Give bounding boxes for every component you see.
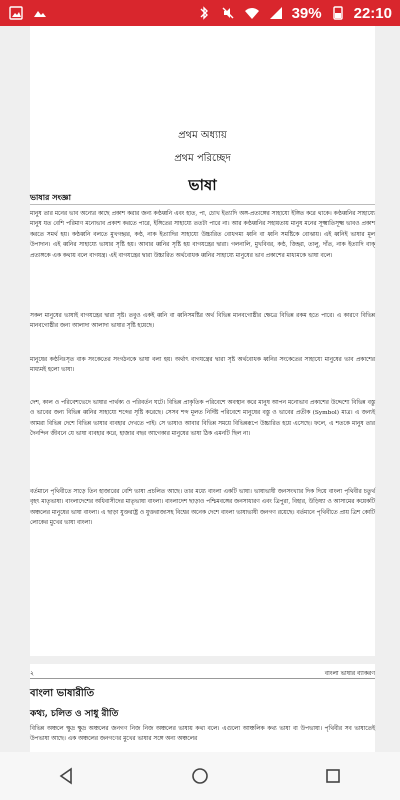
wifi-icon bbox=[244, 5, 260, 21]
recents-icon bbox=[323, 766, 343, 786]
footer-divider bbox=[30, 678, 375, 679]
document-page-2 bbox=[30, 664, 375, 752]
paragraph: বর্তমানে পৃথিবীতে সাড়ে তিন হাজারের বেশি ভাষা প্রচলিত আছে। তার মধ্যে বাংলা একটি ভাষা। ভাষাভাষী জনসংখ্যার দিক দিয়ে বাংলা পৃথিবীর চতুর্থ বৃহৎ মাতৃভাষা। বাংলাদেশের অধিবাসীদের মাতৃভাষা বাংলা। বাংলাদেশ ছাড়াও পশ্চিমবঙ্গের জনসাধারণ এবং ত্রিপুরা, বিহার, উড়িষ্যা ও আসামের কয়েকটি অঞ্চলের মানুষের ভাষা বাংলা। এ ছাড়া যুক্তরাষ্ট্র ও যুক্তরাজ্যসহ বিশ্বের অনেক দেশে বাংলা ভাষাভাষী জনগণ রয়েছে। বর্তমানে পৃথিবীতে প্রায় ত্রিশ কোটি লোকের মুখের ভাষা বাংলা। bbox=[30, 489, 375, 527]
section-divider bbox=[30, 204, 375, 205]
section-number: প্রথম পরিচ্ছেদ bbox=[174, 153, 231, 164]
bluetooth-icon bbox=[196, 5, 212, 21]
navigation-bar bbox=[0, 752, 400, 800]
chapter-header bbox=[30, 128, 375, 199]
home-icon bbox=[190, 766, 210, 786]
back-button[interactable] bbox=[37, 752, 97, 800]
gallery-icon bbox=[8, 5, 24, 21]
paragraph: সকল মানুষের ভাষাই বাগযন্ত্রের দ্বারা সৃষ্ট। তবুও একই ধ্বনি বা ধ্বনিসমষ্টির অর্থ বিভিন্ন মানবগোষ্ঠীর ক্ষেত্রে বিভিন্ন রকম হতে পারে। এ কারণে বিভিন্ন মানবগোষ্ঠীর জন্য আলাদা আলাদা ভাষার সৃষ্টি হয়েছে। bbox=[30, 313, 375, 330]
mute-icon bbox=[220, 5, 236, 21]
paragraph: মানুষের কণ্ঠনিঃসৃত বাক সংকেতের সংগঠনকে ভাষা বলা হয়। অর্থাৎ বাগযন্ত্রের দ্বারা সৃষ্ট অর্থবোধক ধ্বনির সংকেতের সাহায্যে মানুষের ভাব প্রকাশের মাধ্যমই হলো ভাষা। bbox=[30, 357, 375, 374]
page2-paragraph: বিভিন্ন অঞ্চলে ক্ষুদ্র ক্ষুদ্র অঞ্চলের জনগণ নিজ নিজ অঞ্চলের ভাষায় কথা বলে। এগুলো আঞ্চলিক কথ্য ভাষা বা উপভাষা। পৃথিবীর সব ভাষাতেই উপভাষা আছে। এক অঞ্চলের জনগণের মুখের ভাষার সঙ্গে অন্য অঞ্চলের bbox=[30, 726, 375, 742]
page2-title: বাংলা ভাষারীতি bbox=[30, 688, 95, 699]
signal-icon bbox=[268, 5, 284, 21]
page-number: ২ bbox=[30, 670, 34, 677]
clock: 22:10 bbox=[353, 4, 392, 22]
battery-icon bbox=[330, 5, 346, 21]
section-title: ভাষার সংজ্ঞা bbox=[30, 192, 71, 202]
status-right bbox=[196, 5, 392, 22]
home-button[interactable] bbox=[170, 752, 230, 800]
status-left bbox=[8, 5, 48, 21]
battery-percentage: 39% bbox=[291, 4, 322, 22]
status-bar bbox=[0, 0, 400, 26]
paragraph: দেশ, কাল ও পরিবেশভেদে ভাষার পার্থক্য ও পরিবর্তন ঘটে। বিভিন্ন প্রাকৃতিক পরিবেশে অবস্থান করে মানুষ আপন মনোভাব প্রকাশের উদ্দেশ্যে বিভিন্ন বস্তু ও ভাবের জন্য বিভিন্ন ধ্বনির সাহায্যে শব্দের সৃষ্টি করেছে। সেসব শব্দ মূলত নির্দিষ্ট পরিবেশে মানুষের বস্তু ও ভাবের প্রতীক (Symbol) মাত্র। এ জন্যই আমরা বিভিন্ন দেশে বিভিন্ন ভাষার ব্যবহার দেখতে পাই। সে ভাষাও আবার বিভিন্ন সময়ে বিভিন্নরূপে উচ্চারিত হয়ে এসেছে। ফলে, এ শতকে মানুষ তার দৈনন্দিন জীবনে যে ভাষা ব্যবহার করে, হাজার বছর আগেকার মানুষের ভাষা ঠিক এমনটি ছিল না। bbox=[30, 400, 375, 438]
chapter-title: ভাষা bbox=[188, 176, 217, 194]
back-icon bbox=[57, 766, 77, 786]
recents-button[interactable] bbox=[303, 752, 363, 800]
image-icon bbox=[32, 5, 48, 21]
document-page bbox=[30, 26, 375, 656]
book-title: বাংলা ভাষার ব্যাকরণ bbox=[324, 670, 375, 677]
page2-subtitle: কথ্য, চলিত ও সাধু রীতি bbox=[30, 709, 119, 719]
chapter-number: প্রথম অধ্যায় bbox=[178, 130, 227, 141]
paragraph: মানুষ তার মনের ভাব অন্যের কাছে প্রকাশ করার জন্য কণ্ঠধ্বনি এবং হাত, পা, চোখ ইত্যাদি অঙ্গ-প্রত্যঙ্গের সাহায্যে ইঙ্গিত করে থাকে। কণ্ঠধ্বনির সাহায্যে মানুষ যত বেশি পরিমাণ মনোভাব প্রকাশ করতে পারে, ইঙ্গিতের সাহায্যে ততটা পারে না। আর কণ্ঠধ্বনির সহায়তায় মানুষ মনের সূক্ষ্মাতিসূক্ষ্ম ভাবও প্রকাশ করতে সমর্থ হয়। কণ্ঠধ্বনি বলতে মুখগহ্বর, কণ্ঠ, নাক ইত্যাদির সাহায্যে উচ্চারিত বোধগম্য ধ্বনি বা ধ্বনি সমষ্টিকে বোঝায়। এই ধ্বনিই ভাষার মূল উপাদান। এই ধ্বনির সাহায্যে ভাষার সৃষ্টি হয়। আবার ধ্বনির সৃষ্টি হয় বাগযন্ত্রের দ্বারা। গলনালি, মুখবিবর, কণ্ঠ, জিহ্বা, তালু, দাঁত, নাক ইত্যাদি বাক্ প্রত্যঙ্গকে এক কথায় বলে বাগযন্ত্র। এই বাগযন্ত্রের দ্বারা উচ্চারিত অর্থবোধক ধ্বনির সাহায্যে মানুষের ভাব প্রকাশের মাধ্যমকে ভাষা বলে। bbox=[30, 211, 375, 259]
document-viewer[interactable] bbox=[0, 26, 400, 752]
